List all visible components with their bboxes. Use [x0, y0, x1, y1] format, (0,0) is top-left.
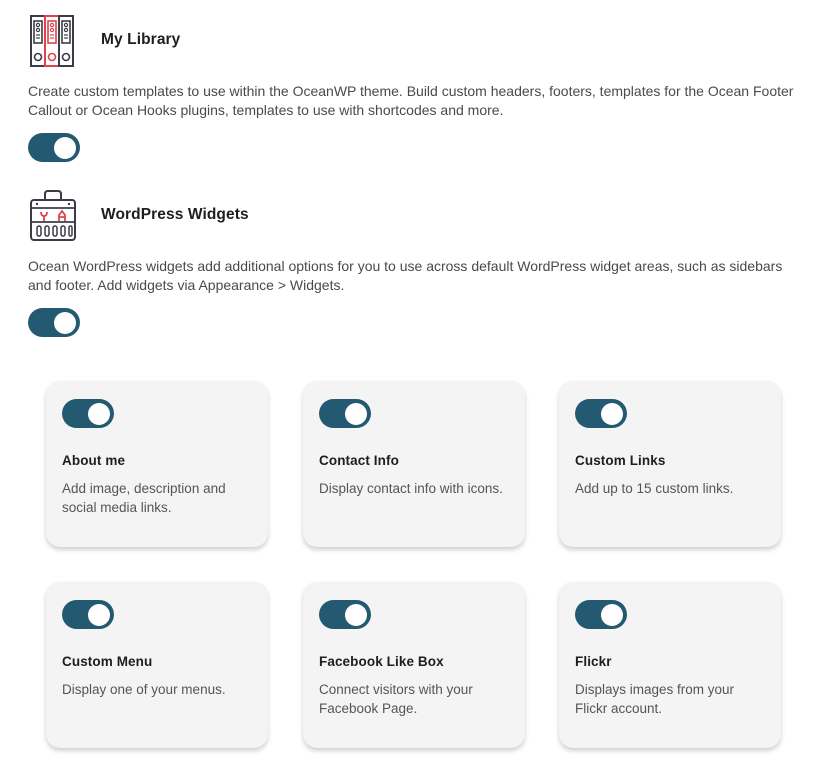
- toggle-knob: [601, 403, 623, 425]
- toggle-knob: [345, 604, 367, 626]
- card-description: Connect visitors with your Facebook Page.: [319, 682, 473, 716]
- card-title: About me: [62, 453, 126, 468]
- widget-card-about-me: [46, 381, 268, 547]
- section-header: [28, 187, 818, 243]
- card-title: Custom Links: [575, 453, 666, 468]
- card-description: Display contact info with icons.: [319, 481, 503, 496]
- section-header: [28, 12, 818, 68]
- card-description: Display one of your menus.: [62, 682, 226, 697]
- toggle-knob: [601, 604, 623, 626]
- section-description: Ocean WordPress widgets add additional options for you to use across default WordPress widget areas, such as sidebars and footer. Add widgets via Appearance > Widgets.: [28, 258, 783, 293]
- custom-links-toggle[interactable]: [575, 399, 627, 428]
- card-title: Contact Info: [319, 453, 399, 468]
- widget-card-contact-info: [303, 381, 525, 547]
- card-description: Displays images from your Flickr account.: [575, 682, 735, 716]
- card-description: Add up to 15 custom links.: [575, 481, 734, 496]
- section-my-library: [28, 12, 818, 167]
- widget-card-flickr: [559, 582, 781, 748]
- card-title: Flickr: [575, 654, 612, 669]
- section-description: Create custom templates to use within the OceanWP theme. Build custom headers, footers, templates for the Ocean Footer Callout or Ocean Hooks plugins, templates to use with shortcodes and more.: [28, 83, 794, 118]
- toggle-knob: [345, 403, 367, 425]
- about-me-toggle[interactable]: [62, 399, 114, 428]
- my-library-toggle[interactable]: [28, 133, 80, 162]
- widget-card-custom-links: [559, 381, 781, 547]
- card-title: Facebook Like Box: [319, 654, 444, 669]
- contact-info-toggle[interactable]: [319, 399, 371, 428]
- toolbox-icon: [28, 187, 80, 243]
- toggle-knob: [88, 403, 110, 425]
- card-description: Add image, description and social media links.: [62, 481, 226, 515]
- widget-card-facebook-like-box: [303, 582, 525, 748]
- custom-menu-toggle[interactable]: [62, 600, 114, 629]
- toggle-knob: [54, 312, 76, 334]
- toggle-knob: [88, 604, 110, 626]
- toggle-knob: [54, 137, 76, 159]
- section-wordpress-widgets: [28, 187, 818, 342]
- section-title: WordPress Widgets: [101, 206, 249, 223]
- flickr-toggle[interactable]: [575, 600, 627, 629]
- widget-card-custom-menu: [46, 582, 268, 748]
- facebook-like-box-toggle[interactable]: [319, 600, 371, 629]
- library-binders-icon: [28, 12, 80, 68]
- card-title: Custom Menu: [62, 654, 153, 669]
- wordpress-widgets-toggle[interactable]: [28, 308, 80, 337]
- section-title: My Library: [101, 31, 181, 48]
